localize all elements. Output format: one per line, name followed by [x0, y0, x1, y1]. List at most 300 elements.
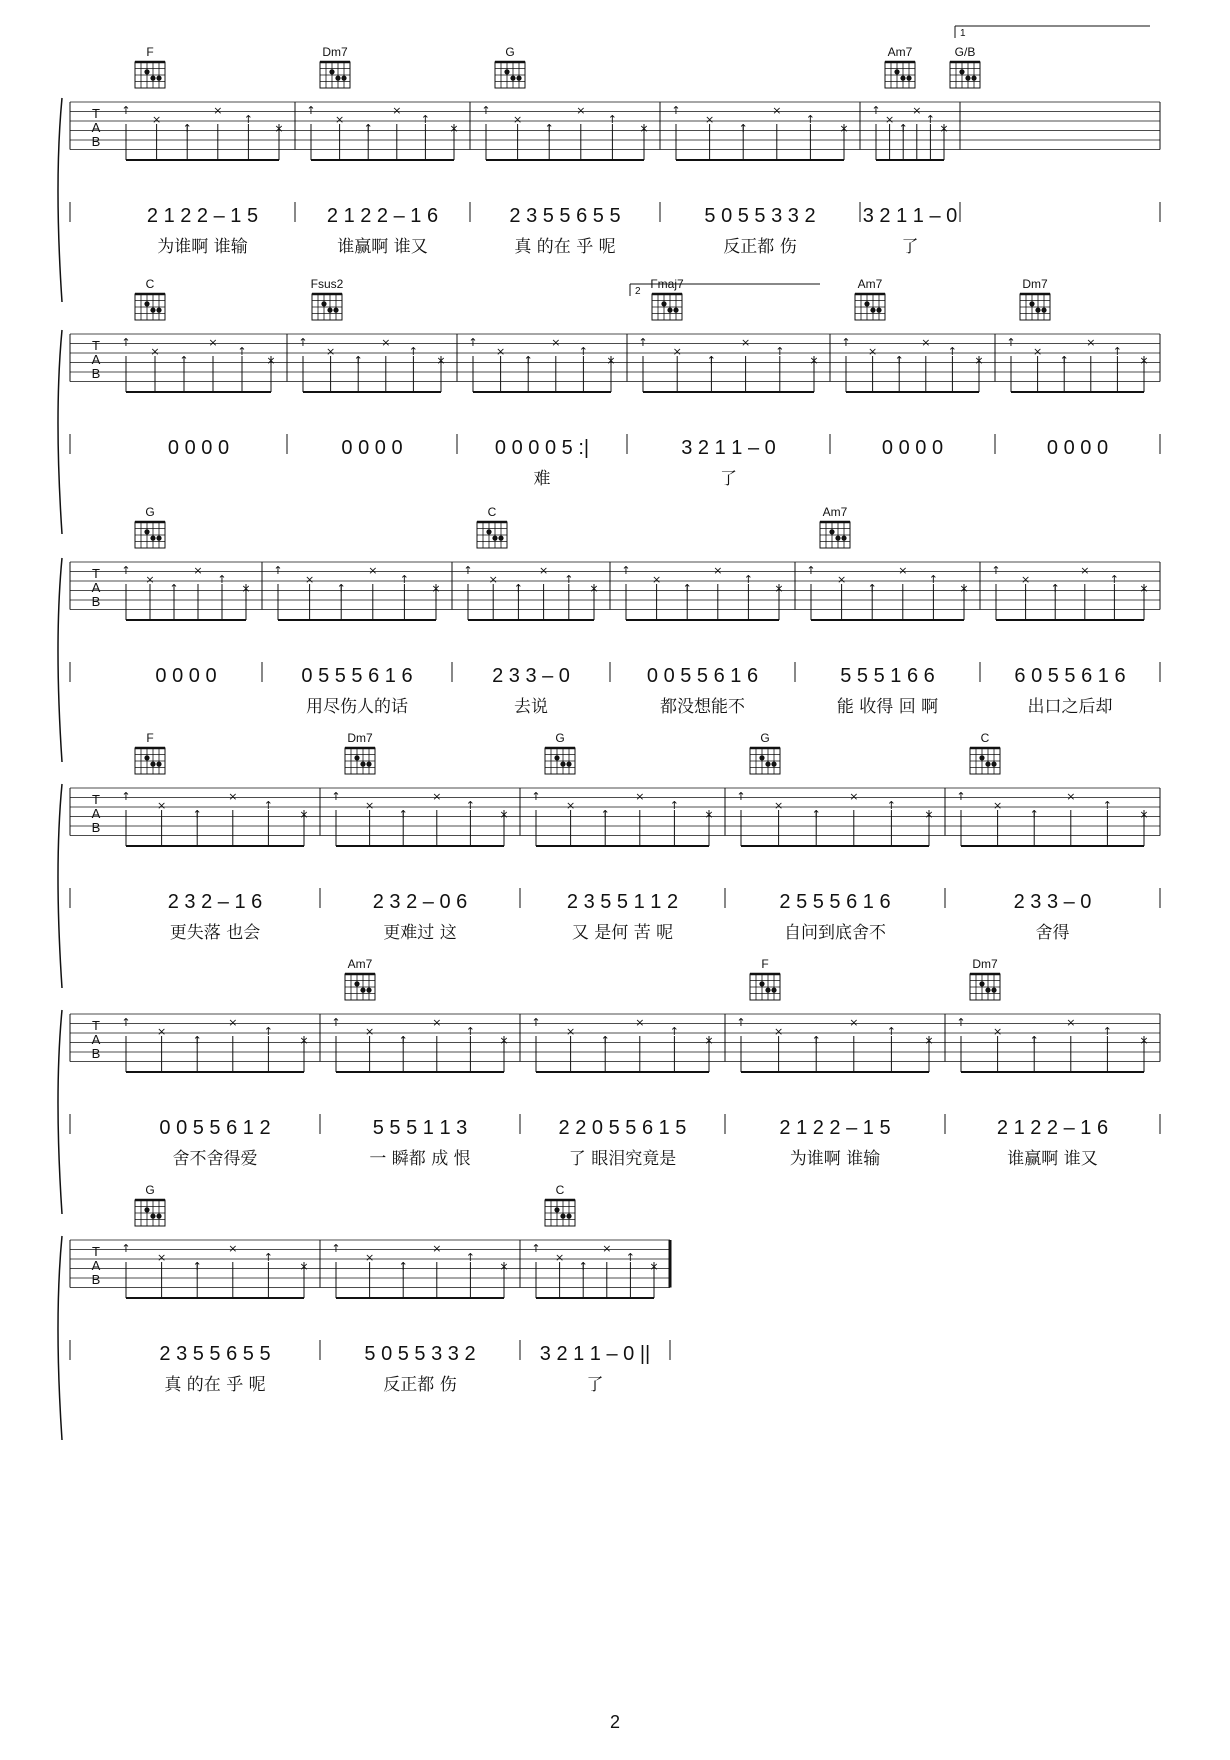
svg-text:↑: ↑: [182, 122, 192, 135]
svg-text:↑: ↑: [1102, 1025, 1113, 1038]
chord-name: G: [505, 45, 515, 59]
svg-text:×: ×: [368, 564, 378, 577]
chord-name: F: [146, 45, 154, 59]
lyric-text: 用尽伤人的话: [306, 697, 408, 717]
svg-text:×: ×: [924, 1034, 934, 1047]
svg-text:↑: ↑: [399, 573, 410, 586]
svg-text:↑: ↑: [353, 354, 363, 367]
system-brace: [58, 1010, 62, 1214]
chord-name: Dm7: [972, 957, 998, 971]
svg-text:↑: ↑: [237, 345, 247, 358]
tab-system: [58, 957, 1160, 1214]
lyric-text: 了: [901, 237, 919, 257]
svg-text:↑: ↑: [121, 1242, 131, 1255]
svg-text:×: ×: [364, 1025, 375, 1038]
svg-text:↑: ↑: [513, 582, 524, 595]
tab-bar: [468, 336, 615, 489]
tab-bar: [306, 45, 458, 257]
tab-clef-letter: A: [91, 120, 101, 135]
svg-text:↑: ↑: [743, 573, 754, 586]
svg-text:×: ×: [839, 122, 849, 135]
svg-text:×: ×: [635, 790, 645, 803]
svg-text:↑: ↑: [1006, 336, 1016, 349]
svg-text:×: ×: [381, 336, 391, 349]
jianpu-notes: 2 1 2 2 – 1 5: [146, 205, 259, 227]
tab-system: [58, 277, 1160, 534]
chord-name: G/B: [954, 45, 976, 59]
jianpu-notes: 2 1 2 2 – 1 6: [326, 205, 439, 227]
svg-text:↑: ↑: [928, 573, 939, 586]
tab-clef-letter: A: [91, 806, 101, 821]
svg-text:×: ×: [924, 808, 934, 821]
volta-2-marker: 2: [635, 286, 641, 297]
lyric-text: 舍不舍得爱: [172, 1149, 258, 1169]
tab-clef-letter: T: [92, 1244, 100, 1259]
tab-bar: [956, 957, 1148, 1169]
svg-text:↑: ↑: [531, 790, 541, 803]
svg-text:↑: ↑: [669, 799, 680, 812]
svg-text:↑: ↑: [736, 1016, 746, 1029]
jianpu-notes: 5 0 5 5 3 3 2: [364, 1343, 476, 1365]
svg-text:×: ×: [704, 1034, 714, 1047]
svg-text:×: ×: [495, 345, 506, 358]
svg-text:↑: ↑: [465, 1025, 476, 1038]
svg-text:×: ×: [884, 113, 895, 126]
lyric-text: 真 的在 乎 呢: [164, 1375, 266, 1395]
chord-name: F: [146, 731, 154, 745]
jianpu-notes: 2 2 0 5 5 6 1 5: [558, 1117, 687, 1139]
tab-clef-letter: A: [91, 352, 101, 367]
tab-bar: [956, 731, 1148, 943]
svg-text:×: ×: [912, 104, 922, 117]
svg-text:↑: ↑: [121, 336, 131, 349]
svg-text:↑: ↑: [408, 345, 419, 358]
tab-bar: [671, 104, 848, 257]
svg-text:×: ×: [649, 1260, 659, 1273]
chord-name: Fmaj7: [650, 277, 684, 291]
lyric-text: 出口之后却: [1027, 697, 1113, 717]
svg-text:×: ×: [299, 808, 309, 821]
system-brace: [58, 98, 62, 302]
svg-text:↑: ↑: [531, 1242, 541, 1255]
chord-name: G: [555, 731, 565, 745]
svg-text:↑: ↑: [947, 345, 958, 358]
svg-text:×: ×: [867, 345, 878, 358]
svg-text:↑: ↑: [192, 1034, 202, 1047]
svg-text:↑: ↑: [625, 1251, 636, 1264]
svg-text:×: ×: [364, 1251, 375, 1264]
lyric-text: 去说: [514, 697, 548, 717]
chord-name: G: [145, 505, 155, 519]
svg-text:×: ×: [772, 104, 782, 117]
svg-text:↑: ↑: [1112, 345, 1123, 358]
svg-text:×: ×: [228, 790, 238, 803]
svg-text:×: ×: [602, 1242, 612, 1255]
system-brace: [58, 1236, 62, 1440]
svg-text:×: ×: [431, 582, 441, 595]
system-brace: [58, 558, 62, 762]
tab-system: [58, 505, 1160, 762]
svg-text:↑: ↑: [306, 104, 316, 117]
svg-text:×: ×: [1139, 1034, 1149, 1047]
svg-text:×: ×: [228, 1016, 238, 1029]
svg-text:↑: ↑: [669, 1025, 680, 1038]
lyric-text: 了: [720, 469, 737, 489]
svg-text:↑: ↑: [217, 573, 227, 586]
svg-text:↑: ↑: [991, 564, 1001, 577]
volta-1-marker: 1: [960, 28, 966, 39]
jianpu-notes: 5 5 5 1 6 6: [840, 665, 935, 687]
svg-text:↑: ↑: [894, 354, 904, 367]
chord-name: Dm7: [1022, 277, 1048, 291]
tab-clef-letter: B: [91, 366, 101, 381]
svg-text:↑: ↑: [121, 104, 131, 117]
jianpu-notes: 3 2 1 1 – 0: [681, 437, 776, 459]
tab-bar: [481, 45, 648, 257]
svg-text:×: ×: [145, 573, 155, 586]
tab-bar: [121, 505, 250, 687]
svg-text:×: ×: [156, 799, 167, 812]
chord-name: C: [555, 1183, 565, 1197]
tab-clef-letter: B: [91, 1272, 101, 1287]
svg-text:↑: ↑: [671, 104, 681, 117]
svg-text:×: ×: [565, 1025, 576, 1038]
svg-text:×: ×: [849, 1016, 859, 1029]
svg-text:×: ×: [704, 113, 715, 126]
svg-text:↑: ↑: [465, 1251, 476, 1264]
chord-name: C: [145, 277, 155, 291]
tab-bar: [273, 564, 440, 717]
tab-bar: [121, 45, 283, 257]
tab-clef-letter: B: [91, 820, 101, 835]
svg-text:×: ×: [1066, 1016, 1076, 1029]
svg-text:×: ×: [713, 564, 723, 577]
svg-text:↑: ↑: [1029, 1034, 1039, 1047]
lyric-text: 自问到底舍不: [784, 923, 886, 943]
jianpu-notes: 2 5 5 5 6 1 6: [779, 891, 891, 913]
svg-text:↑: ↑: [531, 1016, 541, 1029]
jianpu-notes: 2 3 3 – 0: [492, 665, 570, 687]
svg-text:×: ×: [488, 573, 498, 586]
svg-text:↑: ↑: [871, 104, 881, 117]
svg-text:×: ×: [1020, 573, 1031, 586]
tab-bar: [121, 1183, 308, 1395]
svg-text:↑: ↑: [331, 1242, 341, 1255]
svg-text:×: ×: [773, 799, 784, 812]
lyric-text: 更失落 也会: [169, 923, 261, 943]
tab-bar: [841, 277, 983, 459]
svg-text:×: ×: [156, 1025, 167, 1038]
lyric-text: 难: [533, 469, 551, 489]
jianpu-notes: 0 0 0 0: [341, 437, 403, 459]
svg-text:×: ×: [809, 354, 819, 367]
jianpu-notes: 0 0 5 5 6 1 6: [646, 665, 759, 687]
svg-text:↑: ↑: [420, 113, 431, 126]
chord-name: C: [980, 731, 990, 745]
svg-text:×: ×: [325, 345, 336, 358]
svg-text:↑: ↑: [192, 808, 202, 821]
tab-bar: [736, 731, 933, 943]
svg-text:↑: ↑: [956, 790, 966, 803]
chord-name: Dm7: [347, 731, 373, 745]
svg-text:↑: ↑: [841, 336, 851, 349]
tab-bar: [736, 957, 933, 1169]
jianpu-notes: 0 5 5 5 6 1 6: [301, 665, 413, 687]
svg-text:↑: ↑: [465, 799, 476, 812]
svg-text:×: ×: [304, 573, 315, 586]
svg-text:×: ×: [364, 799, 375, 812]
svg-text:×: ×: [939, 122, 949, 135]
jianpu-notes: 3 2 1 1 – 0: [862, 205, 958, 227]
svg-text:↑: ↑: [564, 573, 574, 586]
tab-bar: [331, 731, 508, 943]
svg-text:×: ×: [208, 336, 218, 349]
svg-text:×: ×: [299, 1260, 309, 1273]
svg-text:↑: ↑: [179, 354, 189, 367]
svg-text:↑: ↑: [398, 1034, 408, 1047]
svg-text:×: ×: [1032, 345, 1043, 358]
svg-text:↑: ↑: [121, 1016, 131, 1029]
svg-text:↑: ↑: [600, 808, 610, 821]
svg-text:×: ×: [639, 122, 649, 135]
svg-text:×: ×: [551, 336, 561, 349]
svg-text:↑: ↑: [468, 336, 478, 349]
svg-text:↑: ↑: [363, 122, 373, 135]
svg-text:×: ×: [774, 582, 784, 595]
chord-name: Dm7: [322, 45, 348, 59]
tab-bar: [638, 277, 818, 489]
jianpu-notes: 0 0 0 0: [167, 437, 230, 459]
svg-text:↑: ↑: [638, 336, 648, 349]
chord-name: Am7: [887, 45, 913, 59]
jianpu-notes: 2 3 2 – 0 6: [372, 891, 468, 913]
svg-text:×: ×: [635, 1016, 645, 1029]
svg-text:×: ×: [432, 1016, 442, 1029]
svg-text:×: ×: [672, 345, 682, 358]
svg-text:×: ×: [241, 582, 251, 595]
svg-text:×: ×: [1066, 790, 1076, 803]
svg-text:↑: ↑: [578, 345, 589, 358]
svg-text:×: ×: [512, 113, 523, 126]
svg-text:↑: ↑: [607, 113, 618, 126]
svg-text:×: ×: [432, 790, 442, 803]
svg-text:↑: ↑: [523, 354, 533, 367]
tab-bar: [863, 45, 980, 257]
lyric-text: 谁赢啊 谁又: [1007, 1149, 1098, 1169]
lyric-text: 一 瞬都 成 恨: [369, 1149, 471, 1169]
svg-text:×: ×: [959, 582, 969, 595]
svg-text:↑: ↑: [738, 122, 748, 135]
svg-text:↑: ↑: [263, 1025, 274, 1038]
svg-text:×: ×: [538, 564, 549, 577]
jianpu-notes: 2 3 5 5 6 5 5: [159, 1343, 271, 1365]
svg-text:↑: ↑: [121, 790, 131, 803]
tab-system: [58, 731, 1160, 988]
jianpu-notes: 0 0 0 0: [1046, 437, 1109, 459]
lyric-text: 又 是何 苦 呢: [571, 923, 674, 943]
svg-text:×: ×: [156, 1251, 167, 1264]
tab-clef-letter: B: [91, 134, 101, 149]
svg-text:×: ×: [274, 122, 284, 135]
system-brace: [58, 784, 62, 988]
svg-text:↑: ↑: [192, 1260, 202, 1273]
svg-text:↑: ↑: [600, 1034, 610, 1047]
svg-text:×: ×: [392, 104, 402, 117]
tab-bar: [121, 277, 275, 459]
chord-name: Fsus2: [310, 277, 344, 291]
jianpu-notes: 0 0 0 0 5 :|: [494, 437, 590, 459]
lyric-text: 舍得: [1035, 923, 1070, 943]
lyric-text: 能 收得 回 啊: [836, 697, 939, 717]
svg-text:×: ×: [499, 1034, 509, 1047]
svg-text:↑: ↑: [1102, 799, 1113, 812]
svg-text:↑: ↑: [463, 564, 473, 577]
svg-text:↑: ↑: [886, 1025, 897, 1038]
tab-bar: [531, 731, 713, 943]
svg-text:×: ×: [228, 1242, 238, 1255]
tab-bar: [331, 1242, 508, 1395]
lyric-text: 为谁啊 谁输: [157, 237, 248, 257]
svg-text:↑: ↑: [736, 790, 746, 803]
svg-text:↑: ↑: [775, 345, 785, 358]
page-number: 2: [609, 1712, 620, 1732]
lyric-text: 反正都 伤: [383, 1375, 457, 1395]
svg-text:↑: ↑: [121, 564, 131, 577]
svg-text:↑: ↑: [331, 790, 341, 803]
system-brace: [58, 330, 62, 534]
lyric-text: 谁赢啊 谁又: [337, 237, 428, 257]
jianpu-notes: 2 3 5 5 1 1 2: [566, 891, 679, 913]
svg-text:↑: ↑: [169, 582, 179, 595]
tab-bar: [331, 957, 508, 1169]
svg-text:×: ×: [150, 345, 160, 358]
tab-clef-letter: T: [92, 792, 100, 807]
svg-text:×: ×: [921, 336, 931, 349]
chord-name: F: [761, 957, 769, 971]
svg-text:×: ×: [740, 336, 751, 349]
tab-bar: [121, 731, 308, 943]
tab-clef-letter: B: [91, 594, 101, 609]
jianpu-notes: 0 0 0 0: [155, 665, 217, 687]
svg-text:×: ×: [436, 354, 446, 367]
svg-text:×: ×: [554, 1251, 565, 1264]
jianpu-notes: 2 1 2 2 – 1 5: [779, 1117, 891, 1139]
tab-clef-letter: T: [92, 106, 100, 121]
svg-text:↑: ↑: [1059, 354, 1069, 367]
chord-name: Am7: [347, 957, 373, 971]
tab-clef-letter: A: [91, 580, 101, 595]
svg-text:×: ×: [704, 808, 714, 821]
svg-text:×: ×: [213, 104, 223, 117]
svg-text:↑: ↑: [886, 799, 897, 812]
svg-text:↑: ↑: [806, 564, 816, 577]
svg-text:↑: ↑: [481, 104, 491, 117]
chord-name: G: [145, 1183, 155, 1197]
svg-text:↑: ↑: [331, 1016, 341, 1029]
svg-text:↑: ↑: [398, 808, 408, 821]
svg-text:↑: ↑: [682, 582, 692, 595]
tab-bar: [298, 277, 445, 459]
svg-text:↑: ↑: [1109, 573, 1120, 586]
svg-text:↑: ↑: [263, 799, 274, 812]
svg-text:↑: ↑: [578, 1260, 588, 1273]
svg-text:↑: ↑: [811, 1034, 821, 1047]
lyric-text: 反正都 伤: [723, 237, 797, 257]
svg-text:↑: ↑: [956, 1016, 966, 1029]
svg-text:×: ×: [499, 1260, 509, 1273]
svg-text:↑: ↑: [243, 113, 254, 126]
lyric-text: 真 的在 乎 呢: [514, 237, 616, 257]
tab-bar: [806, 505, 968, 717]
svg-text:↑: ↑: [263, 1251, 274, 1264]
chord-name: Am7: [857, 277, 883, 291]
svg-text:↑: ↑: [544, 122, 554, 135]
jianpu-notes: 2 1 2 2 – 1 6: [996, 1117, 1109, 1139]
lyric-text: 了 眼泪究竟是: [568, 1149, 677, 1169]
lyric-text: 了: [586, 1375, 604, 1395]
lyric-text: 更难过 这: [383, 923, 457, 943]
svg-text:×: ×: [432, 1242, 442, 1255]
svg-text:×: ×: [589, 582, 599, 595]
svg-text:×: ×: [606, 354, 616, 367]
tab-system: [58, 1183, 670, 1440]
svg-text:×: ×: [773, 1025, 784, 1038]
tab-clef-letter: A: [91, 1258, 101, 1273]
tab-bar: [531, 1016, 713, 1169]
svg-text:↑: ↑: [273, 564, 283, 577]
svg-text:×: ×: [334, 113, 345, 126]
svg-text:×: ×: [992, 799, 1003, 812]
jianpu-notes: 2 3 2 – 1 6: [167, 891, 263, 913]
svg-text:×: ×: [266, 354, 276, 367]
jianpu-notes: 6 0 5 5 6 1 6: [1014, 665, 1126, 687]
svg-text:×: ×: [576, 104, 586, 117]
svg-text:↑: ↑: [867, 582, 877, 595]
jianpu-notes: 2 3 5 5 6 5 5: [509, 205, 621, 227]
svg-text:↑: ↑: [621, 564, 631, 577]
svg-text:×: ×: [1139, 808, 1149, 821]
svg-text:×: ×: [499, 808, 509, 821]
chord-name: Am7: [822, 505, 848, 519]
jianpu-notes: 5 5 5 1 1 3: [372, 1117, 468, 1139]
svg-text:×: ×: [299, 1034, 309, 1047]
svg-text:×: ×: [836, 573, 847, 586]
tab-bar: [621, 564, 783, 717]
svg-text:×: ×: [1139, 354, 1149, 367]
tab-clef-letter: A: [91, 1032, 101, 1047]
svg-text:×: ×: [1139, 582, 1149, 595]
tab-clef-letter: B: [91, 1046, 101, 1061]
tab-clef-letter: T: [92, 338, 100, 353]
svg-text:↑: ↑: [805, 113, 816, 126]
svg-text:×: ×: [449, 122, 459, 135]
jianpu-notes: 0 0 5 5 6 1 2: [159, 1117, 271, 1139]
svg-text:↑: ↑: [298, 336, 308, 349]
tab-bar: [463, 505, 598, 717]
svg-text:↑: ↑: [811, 808, 821, 821]
tab-bar: [991, 564, 1148, 717]
lyric-text: 都没想能不: [660, 697, 745, 717]
svg-text:×: ×: [898, 564, 908, 577]
tab-system: [58, 45, 1160, 302]
svg-text:×: ×: [1086, 336, 1096, 349]
svg-text:↑: ↑: [925, 113, 936, 126]
svg-text:×: ×: [974, 354, 984, 367]
svg-text:×: ×: [1080, 564, 1090, 577]
svg-text:↑: ↑: [1050, 582, 1060, 595]
tab-clef-letter: T: [92, 566, 100, 581]
svg-text:↑: ↑: [336, 582, 346, 595]
